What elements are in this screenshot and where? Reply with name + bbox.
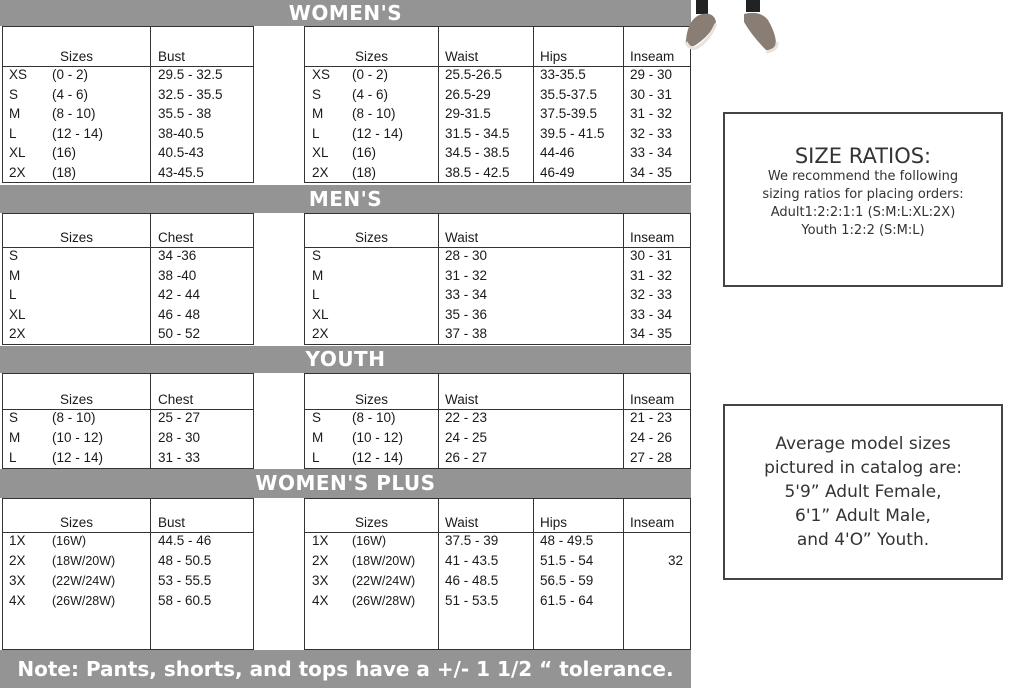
column-rule [623,26,624,183]
measurement-value: 21 - 23 [630,410,673,425]
column-header: Sizes [60,230,94,245]
measurement-value: 31 - 32 [630,267,673,283]
measurement-value: 33-35.5 [540,67,586,82]
size-label: 2X [312,326,329,342]
column-header: Sizes [355,392,389,407]
size-ratios-line: Youth 1:2:2 (S:M:L) [801,223,925,238]
column-header: Sizes [60,392,94,407]
column-header: Waist [445,230,479,245]
size-label: L [312,125,320,141]
size-label: L [312,287,320,303]
measurement-value: 53 - 55.5 [158,573,212,588]
size-range: (4 - 6) [352,86,389,102]
column-header: Sizes [60,49,94,64]
measurement-value: 31 - 32 [445,267,488,283]
size-range: (16) [352,145,377,161]
header-rule [2,247,254,248]
size-range: (10 - 12) [352,429,404,445]
size-range: (16) [52,145,77,161]
size-label: XL [9,145,26,161]
size-range: (10 - 12) [52,429,104,445]
measurement-value: 44-46 [540,145,575,161]
measurement-value: 61.5 - 64 [540,593,594,608]
column-header: Sizes [355,49,389,64]
column-header: Sizes [60,515,94,530]
measurement-value: 32 - 33 [630,125,673,141]
measurement-value: 22 - 23 [445,410,488,425]
column-header: Chest [158,230,194,245]
measurement-value: 34 - 35 [630,326,673,342]
measurement-value: 25 - 27 [158,410,201,425]
column-rule [150,213,151,345]
measurement-value: 46 - 48 [158,306,201,322]
measurement-value: 32.5 - 35.5 [158,86,223,102]
measurement-value: 29-31.5 [445,106,491,122]
measurement-value: 37.5 - 39 [445,533,499,548]
size-range: (18W/20W) [352,554,416,568]
model-sizes-line: and 4'O” Youth. [796,530,930,550]
header-rule [2,532,254,533]
column-rule [533,26,534,183]
column-rule [150,373,151,469]
measurement-value: 39.5 - 41.5 [540,125,605,141]
size-label: 3X [9,573,26,588]
size-label: L [9,449,17,465]
measurement-value: 38.5 - 42.5 [445,165,510,180]
column-header: Chest [158,392,194,407]
column-rule [438,213,439,345]
size-label: M [9,267,21,283]
measurement-value: 24 - 25 [445,429,488,445]
measurement-value: 38 -40 [158,267,197,283]
measurement-value: 46 - 48.5 [445,573,499,588]
measurement-value: 43-45.5 [158,165,204,180]
measurement-value: 29.5 - 32.5 [158,67,223,82]
size-range: (12 - 14) [52,449,104,465]
left-table [2,498,254,650]
size-label: XL [312,145,329,161]
measurement-value: 56.5 - 59 [540,573,594,588]
size-label: 1X [9,533,26,548]
model-sizes-line: 5'9” Adult Female, [784,482,942,502]
size-range: (26W/28W) [52,594,116,608]
measurement-value: 34.5 - 38.5 [445,145,510,161]
size-label: M [312,429,324,445]
measurement-value: 26.5-29 [445,86,491,102]
measurement-value: 48 - 49.5 [540,533,594,548]
size-range: (12 - 14) [352,449,404,465]
section-title: WOMEN'S PLUS [0,469,691,498]
column-header: Waist [445,515,479,530]
measurement-value: 35 - 36 [445,306,488,322]
measurement-value: 51.5 - 54 [540,553,594,568]
size-range: (22W/24W) [352,574,416,588]
header-rule [2,409,254,410]
measurement-value: 28 - 30 [445,248,488,263]
measurement-value: 58 - 60.5 [158,593,212,608]
size-label: XS [9,67,28,82]
size-ratios-line: sizing ratios for placing orders: [762,187,964,202]
measurement-value: 51 - 53.5 [445,593,499,608]
measurement-value: 31 - 32 [630,106,673,122]
measurement-value: 34 -36 [158,248,197,263]
size-range: (8 - 10) [352,106,396,122]
measurement-value: 32 - 33 [630,287,673,303]
measurement-value: 25.5-26.5 [445,67,503,82]
size-range: (12 - 14) [352,125,404,141]
column-header: Inseam [630,392,675,407]
size-label: M [312,267,324,283]
measurement-value: 37.5-39.5 [540,106,598,122]
model-sizes-box [723,404,1003,580]
measurement-value: 33 - 34 [630,145,673,161]
column-header: Bust [158,49,186,64]
measurement-value: 26 - 27 [445,449,488,465]
left-table [2,213,254,345]
size-label: 4X [9,593,26,608]
size-label: 2X [9,165,26,180]
column-rule [438,373,439,469]
column-header: Bust [158,515,186,530]
measurement-value: 32 [668,553,684,568]
measurement-value: 37 - 38 [445,326,488,342]
size-range: (22W/24W) [52,574,116,588]
column-rule [150,498,151,650]
size-label: 1X [312,533,329,548]
measurement-value: 33 - 34 [630,306,673,322]
size-range: (18) [52,165,77,180]
column-header: Hips [540,515,568,530]
measurement-value: 29 - 30 [630,67,673,82]
size-range: (16W) [52,534,87,548]
size-range: (0 - 2) [352,67,389,82]
size-label: 4X [312,593,329,608]
size-label: S [312,86,322,102]
measurement-value: 48 - 50.5 [158,553,212,568]
size-range: (8 - 10) [352,410,396,425]
measurement-value: 33 - 34 [445,287,488,303]
column-header: Inseam [630,230,675,245]
measurement-value: 35.5 - 38 [158,106,212,122]
section-title: YOUTH [0,346,691,373]
size-label: M [312,106,324,122]
size-label: 2X [312,165,329,180]
size-label: 2X [312,553,329,568]
column-header: Hips [540,49,568,64]
measurement-value: 34 - 35 [630,165,673,180]
section-title: MEN'S [0,185,691,213]
size-range: (12 - 14) [52,125,104,141]
left-table [2,373,254,469]
measurement-value: 44.5 - 46 [158,533,212,548]
column-rule [623,213,624,345]
measurement-value: 31.5 - 34.5 [445,125,510,141]
column-header: Sizes [355,515,389,530]
size-range: (18) [352,165,377,180]
column-header: Sizes [355,230,389,245]
size-label: 2X [9,326,26,342]
size-label: S [312,248,322,263]
measurement-value: 30 - 31 [630,86,673,102]
column-rule [623,498,624,650]
measurement-value: 28 - 30 [158,429,201,445]
size-range: (0 - 2) [52,67,89,82]
column-rule [438,498,439,650]
column-rule [533,498,534,650]
measurement-value: 27 - 28 [630,449,673,465]
measurement-value: 31 - 33 [158,449,201,465]
size-label: XL [9,306,26,322]
size-ratios-box [723,112,1003,287]
shoes-icon [680,0,780,56]
size-label: M [9,429,21,445]
column-rule [150,26,151,183]
size-label: M [9,106,21,122]
measurement-value: 35.5-37.5 [540,86,598,102]
measurement-value: 46-49 [540,165,575,180]
size-label: L [9,287,17,303]
measurement-value: 30 - 31 [630,248,673,263]
measurement-value: 42 - 44 [158,287,201,303]
size-label: 3X [312,573,329,588]
model-sizes-line: 6'1” Adult Male, [795,506,931,526]
measurement-value: 38-40.5 [158,125,204,141]
size-range: (16W) [352,534,387,548]
column-header: Inseam [630,515,675,530]
column-rule [438,26,439,183]
size-label: S [312,410,322,425]
size-label: S [9,410,19,425]
size-range: (18W/20W) [52,554,116,568]
left-table [2,26,254,183]
section-title: WOMEN'S [0,0,691,26]
model-sizes-line: Average model sizes [775,434,951,454]
tolerance-note: Note: Pants, shorts, and tops have a +/- 1 1/2 “ tolerance. [0,650,691,688]
column-rule [623,373,624,469]
size-label: L [312,449,320,465]
size-label: S [9,86,19,102]
measurement-value: 41 - 43.5 [445,553,499,568]
size-range: (8 - 10) [52,106,96,122]
size-ratios-line: We recommend the following [767,169,959,184]
measurement-value: 24 - 26 [630,429,673,445]
column-header: Waist [445,392,479,407]
size-range: (26W/28W) [352,594,416,608]
measurement-value: 50 - 52 [158,326,201,342]
model-sizes-line: pictured in catalog are: [764,458,962,478]
size-range: (4 - 6) [52,86,89,102]
column-header: Waist [445,49,479,64]
size-ratios-heading: SIZE RATIOS: [794,144,932,168]
size-label: S [9,248,19,263]
column-header: Inseam [630,49,675,64]
size-label: XL [312,306,329,322]
size-label: XS [312,67,331,82]
size-ratios-line: Adult1:2:2:1:1 (S:M:L:XL:2X) [770,205,956,220]
size-label: L [9,125,17,141]
measurement-value: 40.5-43 [158,145,204,161]
size-range: (8 - 10) [52,410,96,425]
size-label: 2X [9,553,26,568]
